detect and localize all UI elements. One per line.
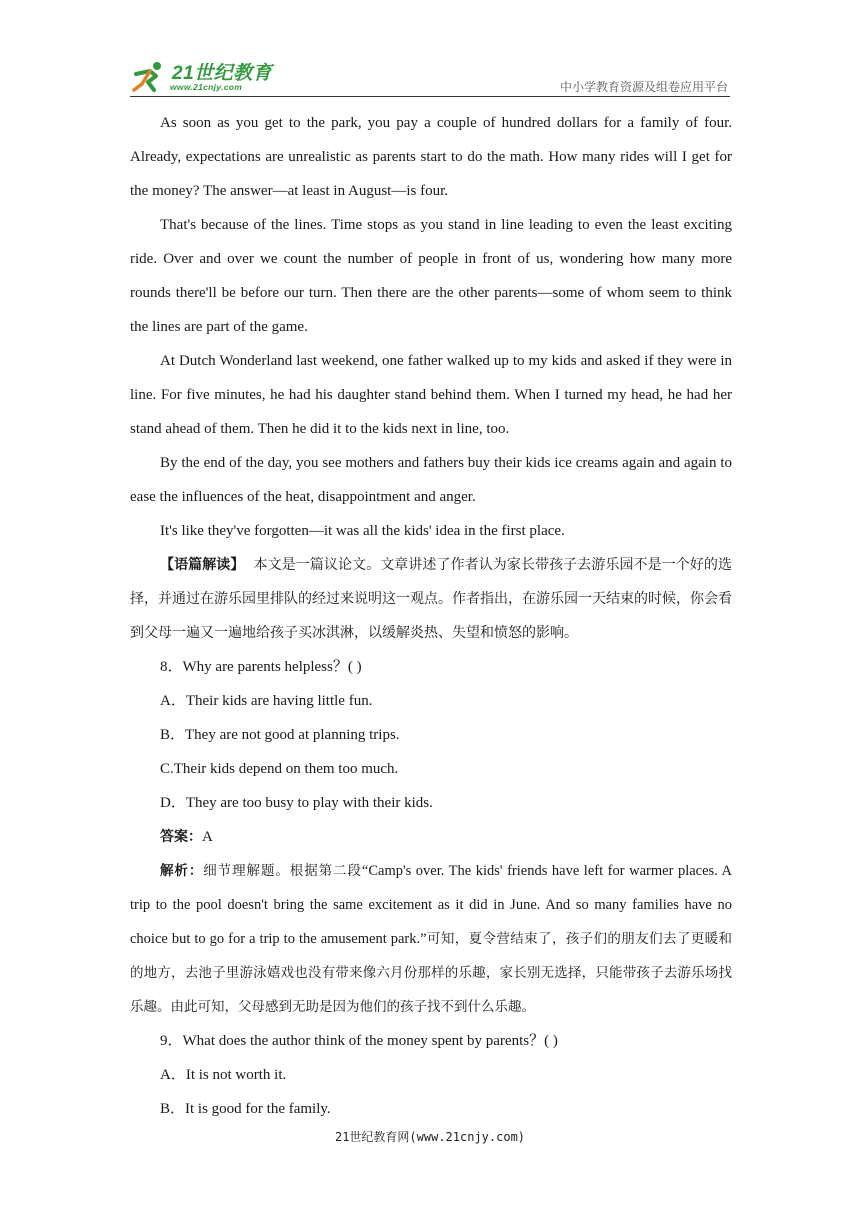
question-8-explanation xyxy=(130,854,732,1024)
passage-paragraph-5: It's like they've forgotten—it was all the kids' idea in the first place. xyxy=(160,523,565,539)
runner-logo-icon xyxy=(130,60,168,94)
page-header xyxy=(130,58,730,98)
explanation-label: 解析： xyxy=(160,863,204,879)
passage-paragraph-1: As soon as you get to the park, you pay a couple of hundred dollars for a family of four. Already, expectations are unrealistic as parents start to do the math. How many rides will I get for the money? The answer—at least in August—is four. xyxy=(130,115,732,199)
question-8-answer xyxy=(130,820,732,854)
passage-paragraph-4: By the end of the day, you see mothers and fathers buy their kids ice creams again and again to ease the influences of the heat, disappointment and anger. xyxy=(130,455,732,505)
question-8-option-a: A．Their kids are having little fun. xyxy=(160,693,373,709)
question-8-option-c: C.Their kids depend on them too much. xyxy=(160,761,399,777)
explanation-quote: “Camp's over. The kids' friends have left for warmer places. A trip to the pool doesn't bring the same excitement as it did in June. And so many families have no choice but to go for a trip to the amusement park.” xyxy=(130,863,733,947)
question-8-option-b: B．They are not good at planning trips. xyxy=(160,727,400,743)
header-divider xyxy=(130,96,730,97)
logo-text: 21世纪教育 xyxy=(172,63,273,84)
question-9-option-a: A．It is not worth it. xyxy=(160,1067,287,1083)
page-footer[interactable]: 21世纪教育网(www.21cnjy.com) xyxy=(334,1130,526,1144)
passage-paragraph-2: That's because of the lines. Time stops as you stand in line leading to even the least exciting ride. Over and over we count the number of people in front of us, wondering how many more rounds there'll be before our turn. Then there are the other parents—some of whom seem to think the lines are part of the game. xyxy=(130,217,732,335)
answer-label: 答案： xyxy=(160,829,202,845)
document-body xyxy=(130,106,732,1126)
explanation-conclusion: 可知，夏令营结束了，孩子们的朋友们去了更暖和的地方，去池子里游泳嬉戏也没有带来像六月份那样的乐趣，家长别无选择，只能带孩子去游乐场找乐趣。由此可知，父母感到无助是因为他们的孩子找不到什么乐趣。 xyxy=(130,931,732,1015)
passage-paragraph-3: At Dutch Wonderland last weekend, one father walked up to my kids and asked if they were in line. For five minutes, he had his daughter stand behind them. When I turned my head, he had her stand ahead of them. Then he did it to the kids next in line, too. xyxy=(130,353,732,437)
explanation-intro: 细节理解题。根据第二段 xyxy=(203,863,362,879)
question-8-option-d: D．They are too busy to play with their kids. xyxy=(160,795,433,811)
analysis-label: 【语篇解读】 xyxy=(160,557,245,573)
question-8-stem: 8．Why are parents helpless？( ) xyxy=(160,659,362,675)
site-logo[interactable] xyxy=(130,58,290,96)
answer-value: A xyxy=(202,829,213,845)
passage-analysis xyxy=(130,548,732,650)
analysis-text: 本文是一篇议论文。文章讲述了作者认为家长带孩子去游乐园不是一个好的选择，并通过在游乐园里排队的经过来说明这一观点。作者指出，在游乐园一天结束的时候，你会看到父母一遍又一遍地给孩子买冰淇淋，以缓解炎热、失望和愤怒的影响。 xyxy=(130,557,733,641)
logo-url: www.21cnjy.com xyxy=(170,82,243,92)
question-9-stem: 9．What does the author think of the money spent by parents？( ) xyxy=(160,1033,558,1049)
question-9-option-b: B．It is good for the family. xyxy=(160,1101,331,1117)
header-tagline: 中小学教育资源及组卷应用平台 xyxy=(559,80,728,94)
